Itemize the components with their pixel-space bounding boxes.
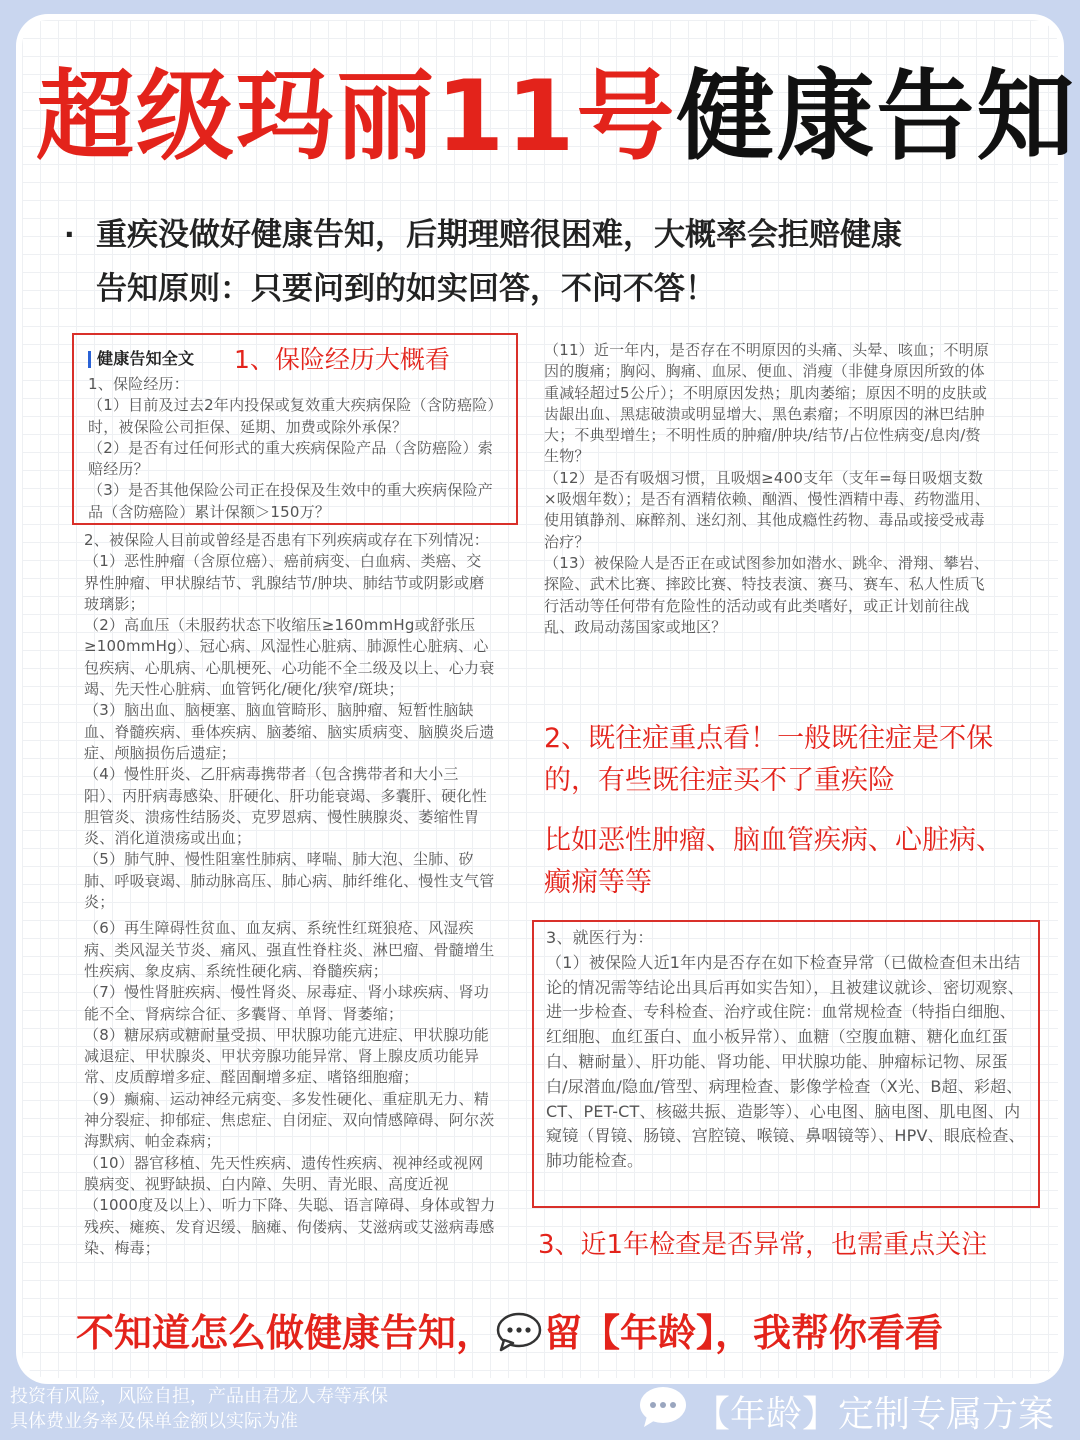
- medical-behavior-section: [546, 926, 1028, 1174]
- bullet-dot: ·: [64, 218, 75, 251]
- disease-item-8: （8）糖尿病或糖耐量受损、甲状腺功能亢进症、甲状腺功能减退症、甲状腺炎、甲状旁腺功能异常、肾上腺皮质功能异常、皮质醇增多症、醛固酮增多症、嗜铬细胞瘤；: [84, 1025, 489, 1087]
- title-topic: 健康告知: [676, 60, 1077, 174]
- intro-line-2: 告知原则：只要问到的如实回答，不问不答！: [96, 271, 716, 307]
- history-item-3: （3）是否其他保险公司正在投保及生效中的重大疾病保险产品（含防癌险）累计保额＞150万？: [88, 481, 493, 521]
- disease-item-7: （7）慢性肾脏疾病、慢性肾炎、尿毒症、肾小球疾病、肾功能不全、肾病综合征、多囊肾、单肾、肾萎缩；: [84, 983, 489, 1023]
- medical-behavior-item-1: （1）被保险人近1年内是否存在如下检查异常（已做检查但未出结论的情况需等结论出具后再如实告知），且被建议就诊、密切观察、进一步检查、专科检查、治疗或住院：血常规检查（特指白细胞、红细胞、血红蛋白、血小板异常）、血糖（空腹血糖、糖化血红蛋白、糖耐量）、肝功能、肾功能、甲状腺功能、肿瘤标记物、尿蛋白/尿潜血/隐血/管型、病理检查、影像学检查（X光、B超、彩超、CT、PET-CT、核磁共振、造影等）、心电图、脑电图、肌电图、内窥镜（胃镜、肠镜、宫腔镜、喉镜、鼻咽镜等）、HPV、眼底检查、肺功能检查。: [546, 952, 1025, 1171]
- history-item-2: （2）是否有过任何形式的重大疾病保险产品（含防癌险）索赔经历？: [88, 438, 493, 479]
- chat-bubble-icon: [638, 1385, 688, 1438]
- disease-item-10: （10）器官移植、先天性疾病、遗传性疾病、视神经或视网膜病变、视野缺损、白内障、失明、青光眼、高度近视（1000度及以上）、听力下降、失聪、语言障碍、身体或智力残疾、瘫痪、发育迟缓、脑瘫、佝偻病、艾滋病或艾滋病毒感染、梅毒；: [84, 1153, 496, 1257]
- disease-item-1: （1）恶性肿瘤（含原位癌）、癌前病变、白血病、类癌、交界性肿瘤、甲状腺结节、乳腺结节/肿块、肺结节或阴影或磨玻璃影；: [84, 552, 485, 613]
- cta-text-1: 不知道怎么做健康告知，: [76, 1311, 495, 1355]
- symptom-list: [544, 340, 994, 638]
- symptom-item-12: （12）是否有吸烟习惯，且吸烟≥400支年（支年=每日吸烟支数×吸烟年数）；是否有酒精依赖、酗酒、慢性酒精中毒、药物滥用、使用镇静剂、麻醉剂、迷幻剂、其他成瘾性药物、毒品或接受戒毒治疗？: [544, 468, 991, 551]
- symptom-item-11: （11）近一年内，是否存在不明原因的头痛、头晕、咳血；不明原因的腹痛；胸闷、胸痛、血尿、便血、消瘦（非健身原因所致的体重减轻超过5公斤）；不明原因发热；肌肉萎缩；原因不明的皮肤或齿龈出血、黑痣破溃或明显增大、黑色素瘤；不明原因的淋巴结肿大；不典型增生；不明性质的肿瘤/肿块/结节/占位性病变/息肉/赘生物？: [544, 341, 990, 466]
- medical-behavior-title: 3、就医行为：: [546, 928, 654, 947]
- annotation-checkup: 3、近1年检查是否异常，也需重点关注: [538, 1230, 988, 1260]
- disclaimer-line-1: 投资有风险，风险自担，产品由君龙人寿等承保: [10, 1386, 388, 1407]
- chat-bubble-icon: [496, 1312, 542, 1361]
- heading-bar: [88, 351, 91, 368]
- disease-item-title: 2、被保险人目前或曾经是否患有下列疾病或存在下列情况：: [84, 531, 489, 549]
- annotation-preexisting-examples: 比如恶性肿瘤、脑血管疾病、心脏病、癫痫等等: [544, 825, 1003, 898]
- annotation-preexisting: 2、既往症重点看！一般既往症是不保的，有些既往症买不了重疾险: [544, 723, 994, 796]
- footer-cta-text: 【年龄】定制专属方案: [694, 1393, 1055, 1435]
- annotation-insurance-history: 1、保险经历大概看: [234, 345, 450, 374]
- risk-disclaimer: [10, 1384, 388, 1434]
- symptom-item-13: （13）被保险人是否正在或试图参加如潜水、跳伞、滑翔、攀岩、探险、武术比赛、摔跤比赛、特技表演、赛马、赛车、私人性质飞行活动等任何带有危险性的活动或有此类嗜好，或正计划前往战乱、政局动荡国家或地区？: [544, 553, 990, 636]
- disease-item-3: （3）脑出血、脑梗塞、脑血管畸形、脑肿瘤、短暂性脑缺血、脊髓疾病、垂体疾病、脑萎缩、脑实质病变、脑膜炎后遗症、颅脑损伤后遗症；: [84, 701, 495, 762]
- consult-cta: [76, 1302, 1036, 1361]
- intro-line-1: 重疾没做好健康告知，后期理赔很困难，大概率会拒赔健康: [96, 217, 902, 253]
- history-item-1: （1）目前及过去2年内投保或复效重大疾病保险（含防癌险）时，被保险公司拒保、延期、加费或除外承保？: [88, 396, 503, 436]
- history-item-title: 1、保险经历：: [88, 375, 189, 393]
- disease-item-4: （4）慢性肝炎、乙肝病毒携带者（包含携带者和大小三阳）、丙肝病毒感染、肝硬化、肝功能衰竭、多囊肝、硬化性胆管炎、溃疡性结肠炎、克罗恩病、慢性胰腺炎、萎缩性胃炎、消化道溃疡或出血；: [84, 765, 487, 848]
- intro-text: [64, 208, 1024, 316]
- cta-text-2: 留【年龄】，我帮你看看: [544, 1311, 944, 1355]
- disease-item-9: （9）癫痫、运动神经元病变、多发性硬化、重症肌无力、精神分裂症、抑郁症、焦虑症、自闭症、双向情感障碍、阿尔茨海默病、帕金森病；: [84, 1089, 495, 1151]
- page-title: [36, 52, 1077, 182]
- disclaimer-line-2: 具体费业务率及保单金额以实际为准: [10, 1411, 298, 1432]
- disease-item-2: （2）高血压（未服药状态下收缩压≥160mmHg或舒张压≥100mmHg）、冠心病、风湿性心脏病、肺源性心脏病、心包疾病、心肌病、心肌梗死、心功能不全二级及以上、心力衰竭、先天性心脏病、血管钙化/硬化/狭窄/斑块；: [84, 616, 495, 699]
- disease-item-5: （5）肺气肿、慢性阻塞性肺病、哮喘、肺大泡、尘肺、矽肺、呼吸衰竭、肺动脉高压、肺心病、肺纤维化、慢性支气管炎；: [84, 850, 495, 912]
- title-product: 超级玛丽11号: [36, 60, 677, 174]
- disease-item-6: （6）再生障碍性贫血、血友病、系统性红斑狼疮、风湿疾病、类风湿关节炎、痛风、强直性脊柱炎、淋巴瘤、骨髓增生性疾病、象皮病、系统性硬化病、脊髓疾病；: [84, 919, 495, 980]
- footer-cta[interactable]: [638, 1384, 1054, 1438]
- disclosure-heading-text: 健康告知全文: [97, 349, 195, 369]
- disease-list: [84, 530, 496, 1259]
